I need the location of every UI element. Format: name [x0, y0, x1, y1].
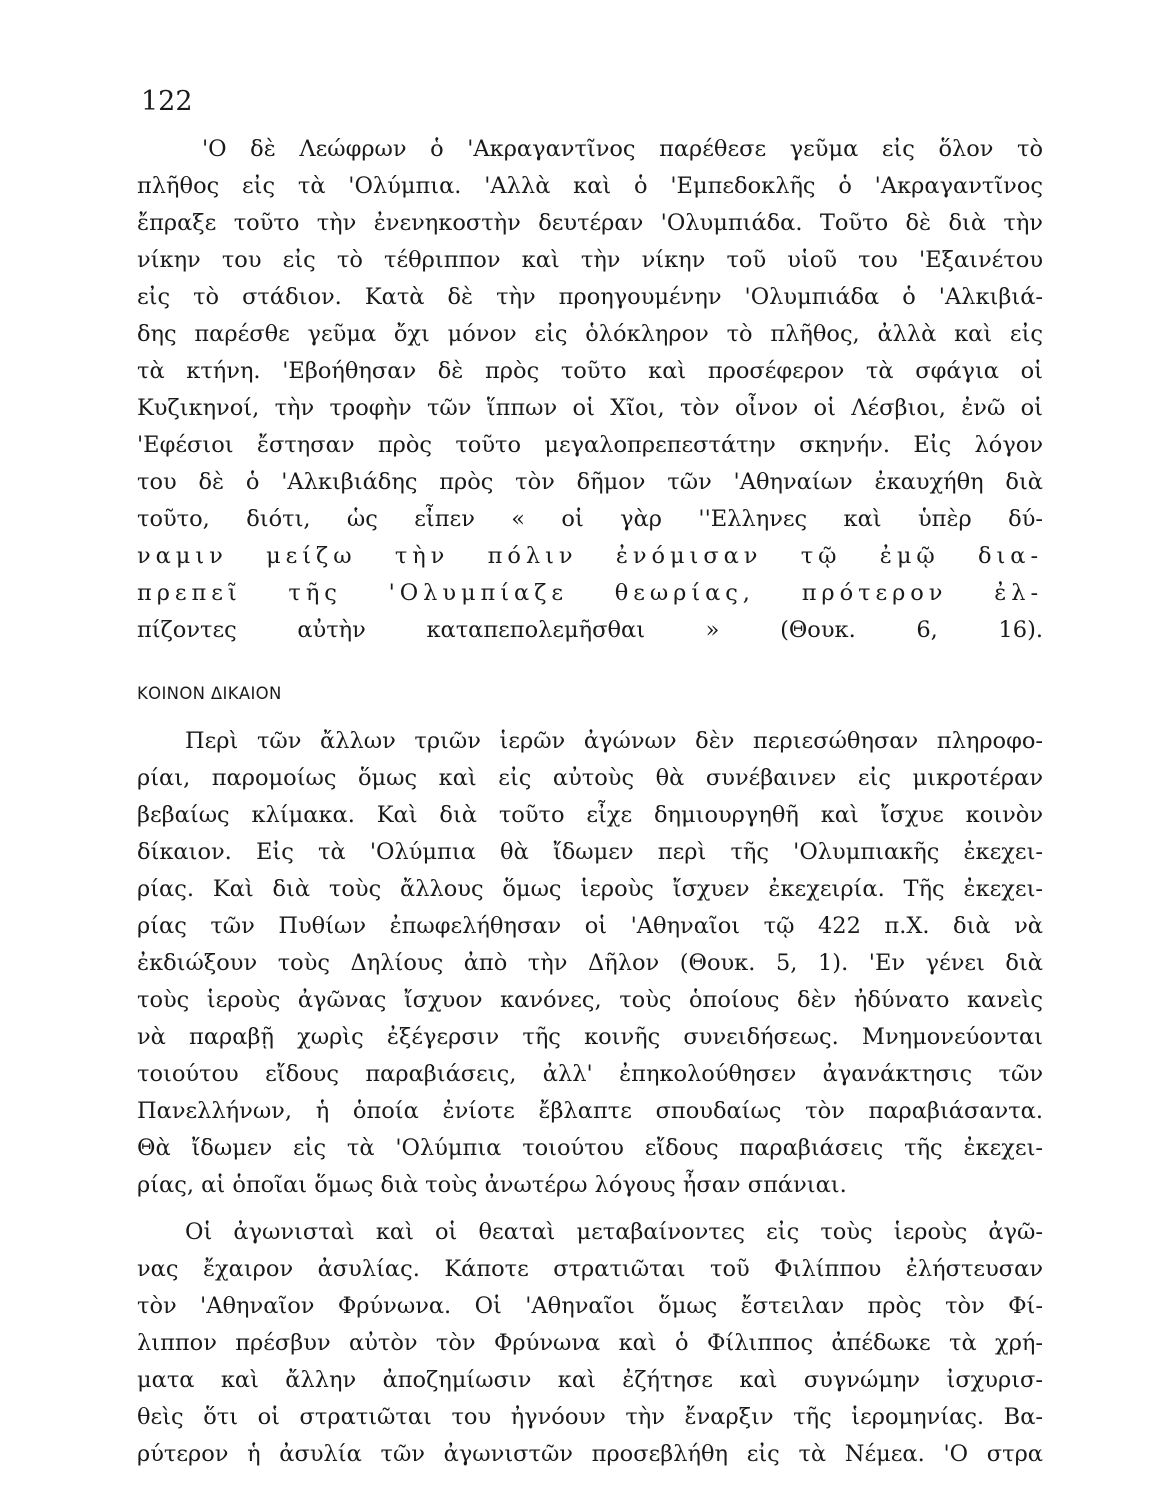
text-line: πλῆθος εἰς τὰ 'Ολύμπια. 'Αλλὰ καὶ ὁ 'Εμπεδοκλῆς ὁ 'Ακραγαντῖνος: [137, 173, 1043, 199]
text-line: δης παρέσθε γεῦμα ὄχι μόνον εἰς ὁλόκληρον τὸ πλῆθος, ἀλλὰ καὶ εἰς: [137, 321, 1043, 347]
text-line: τοιούτου εἴδους παραβιάσεις, ἀλλ' ἐπηκολούθησεν ἀγανάκτησις τῶν: [137, 1061, 1043, 1087]
text-line: ρίαι, παρομοίως ὅμως καὶ εἰς αὐτοὺς θὰ συνέβαινεν εἰς μικροτέραν: [137, 765, 1043, 791]
text-line: ρύτερον ἡ ἀσυλία τῶν ἀγωνιστῶν προσεβλήθη εἰς τὰ Νέμεα. 'Ο στρα: [137, 1441, 1043, 1467]
text-line: ρίας, αἱ ὁποῖαι ὅμως διὰ τοὺς ἀνωτέρω λόγους ἦσαν σπάνιαι.: [137, 1172, 847, 1198]
text-line: Θὰ ἴδωμεν εἰς τὰ 'Ολύμπια τοιούτου εἴδους παραβιάσεις τῆς ἐκεχει-: [137, 1135, 1043, 1161]
text-line: λιππον πρέσβυν αὐτὸν τὸν Φρύνωνα καὶ ὁ Φίλιππος ἀπέδωκε τὰ χρή-: [137, 1330, 1043, 1356]
text-line: δίκαιον. Εἰς τὰ 'Ολύμπια θὰ ἴδωμεν περὶ τῆς 'Ολυμπιακῆς ἐκεχει-: [137, 839, 1043, 865]
text-line: Περὶ τῶν ἄλλων τριῶν ἱερῶν ἀγώνων δὲν περιεσώθησαν πληροφο-: [185, 728, 1043, 754]
text-line: 'Εφέσιοι ἔστησαν πρὸς τοῦτο μεγαλοπρεπεστάτην σκηνήν. Εἰς λόγον: [137, 432, 1043, 458]
text-line: ματα καὶ ἄλλην ἀποζημίωσιν καὶ ἐζήτησε καὶ συγνώμην ἰσχυρισ-: [137, 1367, 1043, 1393]
text-line: νίκην του εἰς τὸ τέθριππον καὶ τὴν νίκην τοῦ υἱοῦ του 'Εξαινέτου: [137, 247, 1043, 273]
text-line: θεὶς ὅτι οἱ στρατιῶται του ἠγνόουν τὴν ἔναρξιν τῆς ἱερομηνίας. Βα-: [137, 1404, 1043, 1430]
text-line: νὰ παραβῇ χωρὶς ἐξέγερσιν τῆς κοινῆς συνειδήσεως. Μνημονεύονται: [137, 1024, 1043, 1050]
text-line: ναμιν μείζω τὴν πόλιν ἐνόμισαν τῷ ἐμῷ δια-: [137, 543, 1043, 569]
text-line: πίζοντες αὐτὴν καταπεπολεμῆσθαι » (Θουκ. 6, 16).: [137, 617, 1043, 643]
text-line: ἔπραξε τοῦτο τὴν ἐνενηκοστὴν δευτέραν 'Ολυμπιάδα. Τοῦτο δὲ διὰ τὴν: [137, 210, 1043, 236]
text-line: ρίας. Καὶ διὰ τοὺς ἄλλους ὅμως ἱεροὺς ἴσχυεν ἐκεχειρία. Τῆς ἐκεχει-: [137, 876, 1043, 902]
section-heading: ΚΟΙΝΟΝ ΔΙΚΑΙΟΝ: [137, 684, 282, 703]
text-line: βεβαίως κλίμακα. Καὶ διὰ τοῦτο εἶχε δημιουργηθῆ καὶ ἴσχυε κοινὸν: [137, 802, 1043, 828]
text-line: ἐκδιώξουν τοὺς Δηλίους ἀπὸ τὴν Δῆλον (Θουκ. 5, 1). 'Εν γένει διὰ: [137, 950, 1043, 976]
text-line: 'Ο δὲ Λεώφρων ὁ 'Ακραγαντῖνος παρέθεσε γεῦμα εἰς ὅλον τὸ: [202, 136, 1043, 162]
text-line: τοῦτο, διότι, ὡς εἶπεν « οἱ γὰρ ''Ελληνες καὶ ὑπὲρ δύ-: [137, 506, 1043, 532]
text-line: Κυζικηνοί, τὴν τροφὴν τῶν ἵππων οἱ Χῖοι, τὸν οἶνον οἱ Λέσβιοι, ἐνῶ οἱ: [137, 395, 1043, 421]
text-line: εἰς τὸ στάδιον. Κατὰ δὲ τὴν προηγουμένην 'Ολυμπιάδα ὁ 'Αλκιβιά-: [137, 284, 1043, 310]
page-number: 122: [141, 86, 193, 117]
text-line: νας ἔχαιρον ἀσυλίας. Κάποτε στρατιῶται τοῦ Φιλίππου ἐλήστευσαν: [137, 1256, 1043, 1282]
text-line: του δὲ ὁ 'Αλκιβιάδης πρὸς τὸν δῆμον τῶν 'Αθηναίων ἐκαυχήθη διὰ: [137, 469, 1043, 495]
text-line: τὸν 'Αθηναῖον Φρύνωνα. Οἱ 'Αθηναῖοι ὅμως ἔστειλαν πρὸς τὸν Φί-: [137, 1293, 1043, 1319]
text-line: τὰ κτήνη. 'Εβοήθησαν δὲ πρὸς τοῦτο καὶ προσέφερον τὰ σφάγια οἱ: [137, 358, 1043, 384]
text-line: ρίας τῶν Πυθίων ἐπωφελήθησαν οἱ 'Αθηναῖοι τῷ 422 π.Χ. διὰ νὰ: [137, 913, 1043, 939]
text-line: Οἱ ἀγωνισταὶ καὶ οἱ θεαταὶ μεταβαίνοντες εἰς τοὺς ἱεροὺς ἀγῶ-: [185, 1219, 1043, 1245]
text-line: πρεπεῖ τῆς 'Ολυμπίαζε θεωρίας, πρότερον ἐλ-: [137, 580, 1043, 606]
text-line: τοὺς ἱεροὺς ἀγῶνας ἴσχυον κανόνες, τοὺς ὁποίους δὲν ἠδύνατο κανεὶς: [137, 987, 1043, 1013]
text-line: Πανελλήνων, ἡ ὁποία ἐνίοτε ἔβλαπτε σπουδαίως τὸν παραβιάσαντα.: [137, 1098, 1043, 1124]
